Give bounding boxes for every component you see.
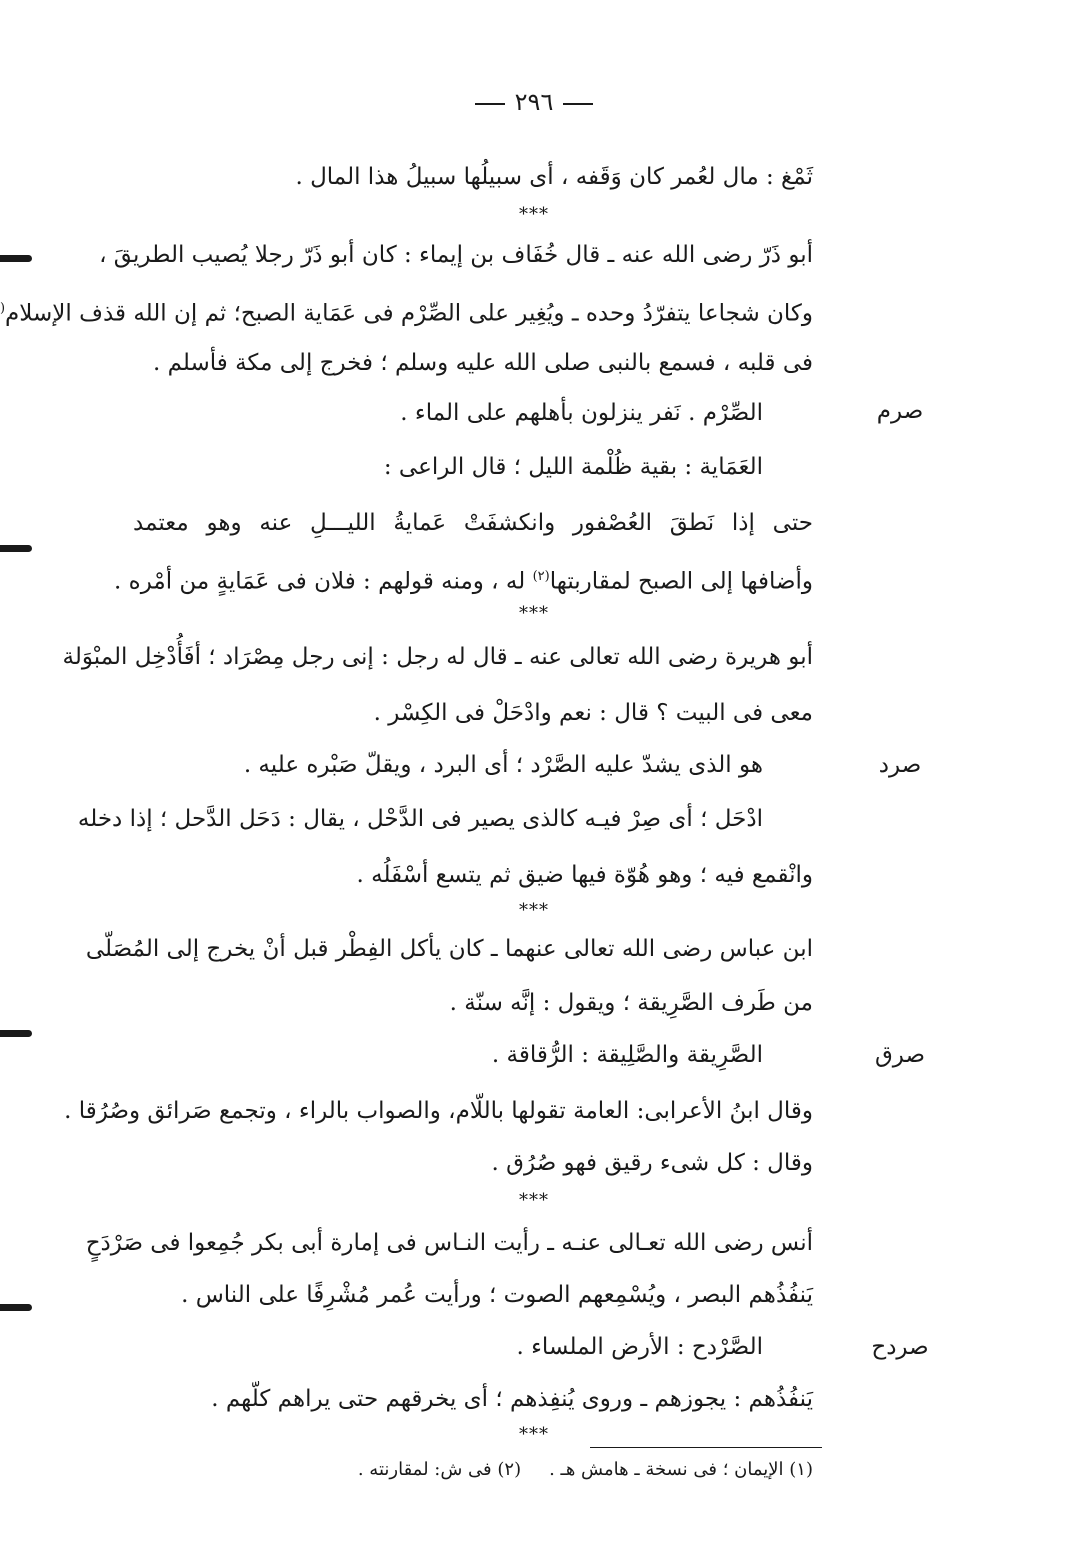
text-line: وقال : كل شىء رقيق فهو صُرُق .	[491, 1150, 813, 1176]
text-line: الصَّرْدح : الأرض الملساء .	[516, 1334, 763, 1360]
text-line: وانْقمع فيه ؛ وهو هُوّة فيها ضيق ثم يتسع أسْفَلُه .	[356, 862, 813, 888]
text-line: ثَمْغ : مال لعُمر كان وَقَفه ، أى سبيلُها سبيلُ هذا المال .	[295, 164, 813, 190]
line-text: وكان شجاعا يتفرّدُ وحده ـ ويُغِير على الصِّرْم فى عَمَاية الصبح؛ ثم إن الله قذف الإسلام	[5, 300, 813, 327]
text-line: ابن عباس رضى الله تعالى عنهما ـ كان يأكل الفِطْر قبل أنْ يخرج إلى المُصَلّى	[85, 936, 813, 962]
text-line: هو الذى يشدّ عليه الصَّرْد ؛ أى البرد ، ويقلّ صَبْره عليه .	[243, 752, 763, 778]
footnote-2: (٢) فى ش: لمقارنته .	[357, 1459, 522, 1480]
text-line: أبو هريرة رضى الله تعالى عنه ـ قال له رجل : إنى رجل مِصْرَاد ؛ أفَأُدْخِل المبْوَلة	[62, 644, 813, 670]
separator: ***	[519, 603, 549, 624]
text-line: الصَّرِيقة والصَّلِيقة : الرُّقاقة .	[491, 1042, 763, 1068]
separator: ***	[519, 1424, 549, 1445]
text-line: معى فى البيت ؟ قال : نعم وادْحَلْ فى الكِسْر .	[373, 700, 813, 726]
margin-word: صرم	[876, 398, 924, 424]
separator: ***	[519, 204, 549, 225]
line-text: وأضافها إلى الصبح لمقاربتها	[549, 568, 813, 595]
page-number: ٢٩٦	[0, 88, 1068, 116]
binding-mark	[0, 255, 32, 262]
text-line	[0, 292, 813, 331]
footnote-ref: (	[0, 301, 6, 316]
text-line: أنس رضى الله تعـالى عنـه ـ رأيت النـاس فى إمارة أبى بكر جُمِعوا فى صَرْدَحٍ	[85, 1230, 813, 1256]
margin-word: صردح	[871, 1334, 929, 1360]
text-line: فى قلبه ، فسمع بالنبى صلى الله عليه وسلم ؛ فخرج إلى مكة فأسلم .	[152, 350, 813, 376]
margin-word: صرد	[878, 752, 922, 778]
text-line: من طَرف الصَّرِيقة ؛ ويقول : إنَّه سنّة .	[449, 990, 813, 1016]
text-line: يَنفُذُهم البصر ، ويُسْمِعهم الصوت ؛ ورأيت عُمر مُشْرِفًا على الناس .	[181, 1282, 813, 1308]
text-line	[114, 560, 813, 599]
footnote-ref: (٢)	[532, 569, 550, 584]
text-line: الصِّرْم . نَفر ينزلون بأهلهم على الماء .	[400, 400, 763, 426]
text-line: أبو ذَرّ رضى الله عنه ـ قال خُفَاف بن إيماء : كان أبو ذَرّ رجلا يُصيب الطريقَ ،	[99, 242, 813, 268]
separator: ***	[519, 1190, 549, 1211]
binding-mark	[0, 1304, 32, 1311]
separator: ***	[519, 900, 549, 921]
text-line: العَمَاية : بقية ظُلْمة الليل ؛ قال الراعى :	[383, 454, 763, 480]
margin-word: صرق	[874, 1042, 926, 1068]
text-line: يَنفُذُهم : يجوزهم ـ وروى يُنفِذهم ؛ أى يخرقهم حتى يراهم كلّهم .	[211, 1386, 813, 1412]
footnote-1: (١) الإيمان ؛ فى نسخة ـ هامش هـ .	[549, 1459, 813, 1480]
footnotes	[330, 1459, 813, 1480]
line-text: له ، ومنه قولهم : فلان فى عَمَايةٍ من أمْره .	[114, 568, 526, 595]
text-line: ادْحَل ؛ أى صِرْ فيـه كالذى يصير فى الدَّحْل ، يقال : دَحَل الدَّحل ؛ إذا دخله	[77, 806, 763, 832]
footnote-rule	[590, 1447, 822, 1448]
binding-mark	[0, 545, 32, 552]
binding-mark	[0, 1030, 32, 1037]
text-line: حتى إذا نَطقَ العُصْفور وانكشفَتْ عَمايةُ الليـــلِ عنه وهو معتمد	[133, 510, 813, 536]
text-line: وقال ابنُ الأعرابى: العامة تقولها باللّام، والصواب بالراء ، وتجمع صَرائق وصُرُقا .	[64, 1098, 813, 1124]
